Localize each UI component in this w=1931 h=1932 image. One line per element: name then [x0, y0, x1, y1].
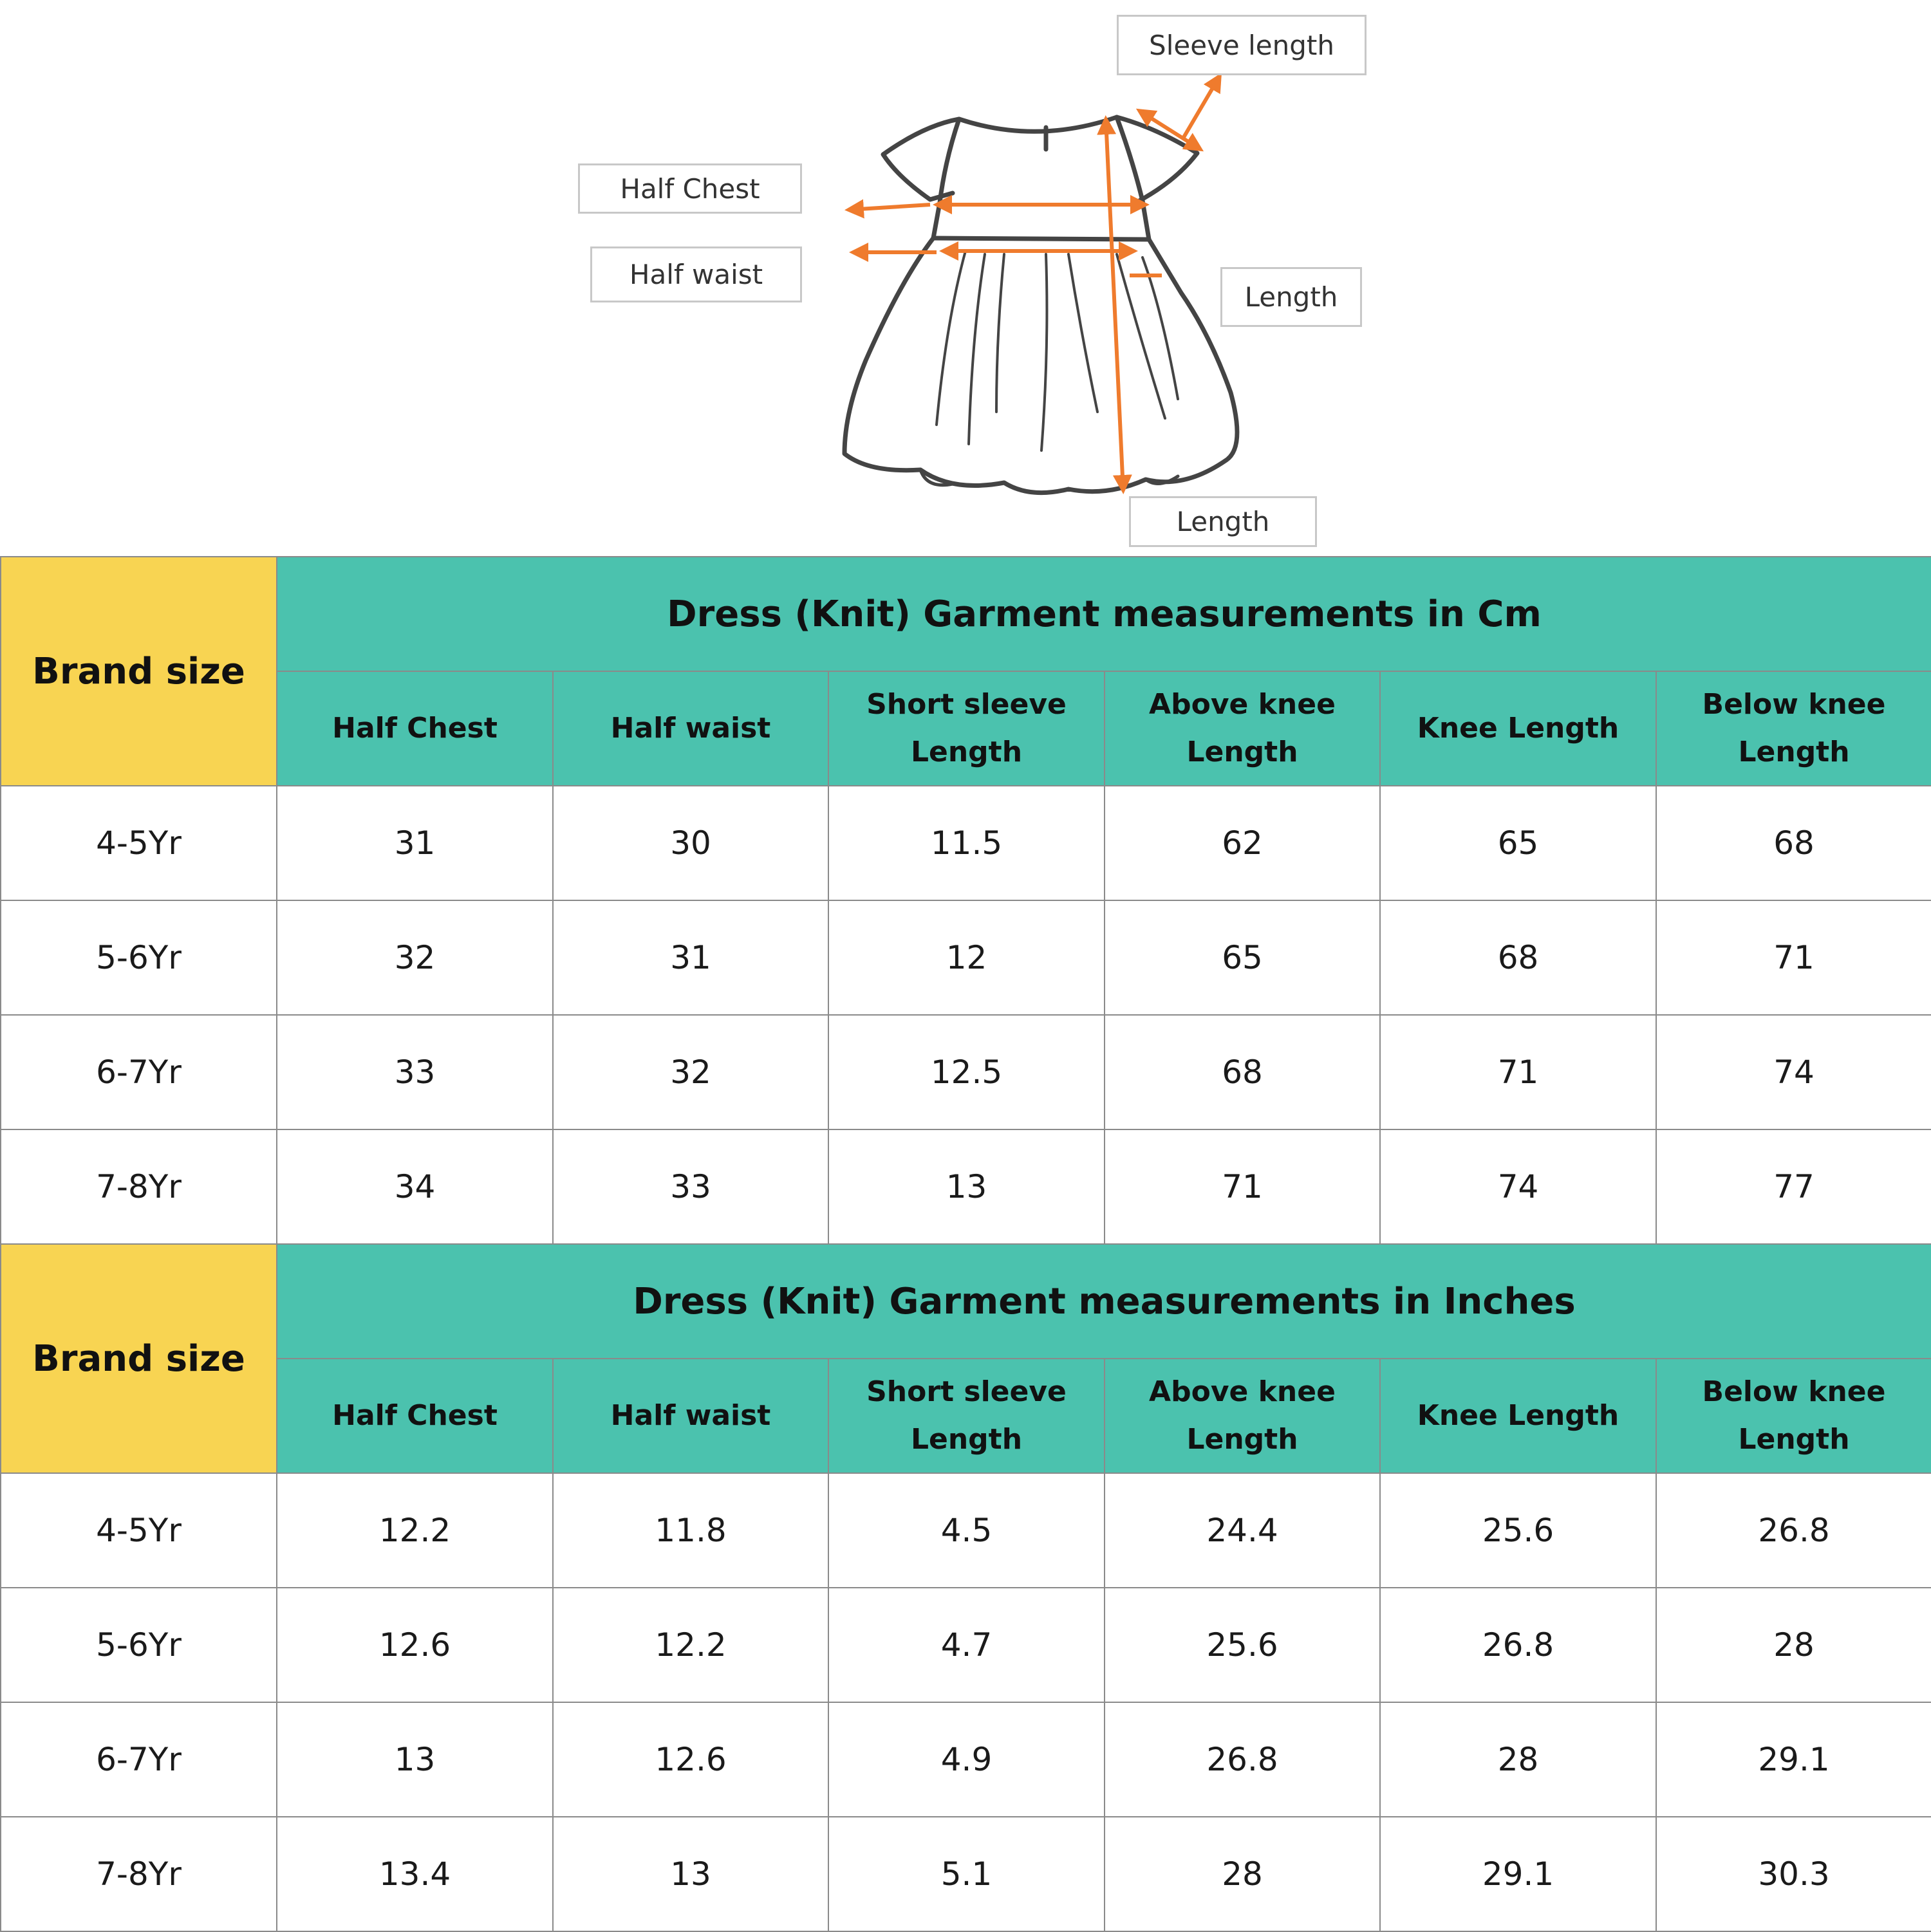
cell-half-chest: 31	[277, 786, 553, 900]
label-length-right: Length	[1220, 267, 1362, 327]
cell-short-sleeve-length: 4.9	[828, 1702, 1105, 1817]
cell-above-knee-length: 65	[1105, 900, 1380, 1015]
cell-half-chest: 13.4	[277, 1817, 553, 1931]
table-row	[1, 1588, 1931, 1702]
cell-knee-length: 65	[1380, 786, 1656, 900]
column-header-above-knee-length: Above knee Length	[1105, 671, 1380, 786]
column-header-above-knee-length: Above knee Length	[1105, 1359, 1380, 1473]
column-header-knee-length: Knee Length	[1380, 1359, 1656, 1473]
cell-half-chest: 12.6	[277, 1588, 553, 1702]
cell-knee-length: 28	[1380, 1702, 1656, 1817]
row-size: 5-6Yr	[1, 1588, 277, 1702]
row-size: 7-8Yr	[1, 1129, 277, 1244]
column-header-half-waist: Half waist	[553, 671, 828, 786]
cell-knee-length: 26.8	[1380, 1588, 1656, 1702]
cell-knee-length: 25.6	[1380, 1473, 1656, 1588]
cell-above-knee-length: 24.4	[1105, 1473, 1380, 1588]
cell-half-chest: 32	[277, 900, 553, 1015]
cell-half-waist: 12.2	[553, 1588, 828, 1702]
cell-above-knee-length: 28	[1105, 1817, 1380, 1931]
cell-half-waist: 11.8	[553, 1473, 828, 1588]
table-row	[1, 786, 1931, 900]
cell-above-knee-length: 68	[1105, 1015, 1380, 1129]
cell-short-sleeve-length: 11.5	[828, 786, 1105, 900]
column-header-knee-length: Knee Length	[1380, 671, 1656, 786]
cell-below-knee-length: 29.1	[1656, 1702, 1931, 1817]
cell-half-chest: 13	[277, 1702, 553, 1817]
label-half-waist: Half waist	[590, 246, 802, 302]
size-table-inches	[0, 1243, 1931, 1932]
label-length-bottom: Length	[1129, 496, 1317, 547]
cell-below-knee-length: 74	[1656, 1015, 1931, 1129]
cell-half-chest: 34	[277, 1129, 553, 1244]
row-size: 4-5Yr	[1, 1473, 277, 1588]
column-header-below-knee-length: Below knee Length	[1656, 671, 1931, 786]
cell-below-knee-length: 28	[1656, 1588, 1931, 1702]
cell-short-sleeve-length: 4.5	[828, 1473, 1105, 1588]
table-row	[1, 1015, 1931, 1129]
column-header-below-knee-length: Below knee Length	[1656, 1359, 1931, 1473]
cell-knee-length: 74	[1380, 1129, 1656, 1244]
cell-short-sleeve-length: 4.7	[828, 1588, 1105, 1702]
cell-short-sleeve-length: 5.1	[828, 1817, 1105, 1931]
label-sleeve-length: Sleeve length	[1117, 15, 1367, 75]
column-header-half-chest: Half Chest	[277, 671, 553, 786]
cell-half-waist: 13	[553, 1817, 828, 1931]
dress-outline	[844, 117, 1237, 493]
row-size: 4-5Yr	[1, 786, 277, 900]
cell-short-sleeve-length: 12	[828, 900, 1105, 1015]
table-row	[1, 1817, 1931, 1931]
cell-below-knee-length: 30.3	[1656, 1817, 1931, 1931]
cell-half-waist: 30	[553, 786, 828, 900]
row-size: 6-7Yr	[1, 1015, 277, 1129]
column-header-short-sleeve-length: Short sleeve Length	[828, 671, 1105, 786]
table-row	[1, 1473, 1931, 1588]
cell-knee-length: 68	[1380, 900, 1656, 1015]
cell-knee-length: 71	[1380, 1015, 1656, 1129]
dress-illustration	[0, 0, 1931, 556]
cell-half-waist: 12.6	[553, 1702, 828, 1817]
cell-above-knee-length: 26.8	[1105, 1702, 1380, 1817]
cell-half-chest: 33	[277, 1015, 553, 1129]
cell-short-sleeve-length: 12.5	[828, 1015, 1105, 1129]
brand-size-header: Brand size	[1, 1244, 277, 1473]
cell-half-waist: 31	[553, 900, 828, 1015]
cell-above-knee-length: 71	[1105, 1129, 1380, 1244]
column-header-half-chest: Half Chest	[277, 1359, 553, 1473]
measurement-diagram	[0, 0, 1931, 556]
cell-half-chest: 12.2	[277, 1473, 553, 1588]
cell-below-knee-length: 68	[1656, 786, 1931, 900]
row-size: 7-8Yr	[1, 1817, 277, 1931]
table-row	[1, 1129, 1931, 1244]
row-size: 5-6Yr	[1, 900, 277, 1015]
cell-short-sleeve-length: 13	[828, 1129, 1105, 1244]
cell-half-waist: 32	[553, 1015, 828, 1129]
label-half-chest: Half Chest	[578, 163, 802, 214]
cell-above-knee-length: 25.6	[1105, 1588, 1380, 1702]
table-title: Dress (Knit) Garment measurements in Inches	[277, 1244, 1931, 1359]
table-title: Dress (Knit) Garment measurements in Cm	[277, 557, 1931, 671]
cell-below-knee-length: 26.8	[1656, 1473, 1931, 1588]
column-header-short-sleeve-length: Short sleeve Length	[828, 1359, 1105, 1473]
cell-below-knee-length: 77	[1656, 1129, 1931, 1244]
cell-half-waist: 33	[553, 1129, 828, 1244]
brand-size-header: Brand size	[1, 557, 277, 786]
size-table-cm	[0, 556, 1931, 1245]
cell-above-knee-length: 62	[1105, 786, 1380, 900]
skirt-gathers	[937, 251, 1178, 450]
cell-knee-length: 29.1	[1380, 1817, 1656, 1931]
table-row	[1, 900, 1931, 1015]
cell-below-knee-length: 71	[1656, 900, 1931, 1015]
table-row	[1, 1702, 1931, 1817]
row-size: 6-7Yr	[1, 1702, 277, 1817]
column-header-half-waist: Half waist	[553, 1359, 828, 1473]
